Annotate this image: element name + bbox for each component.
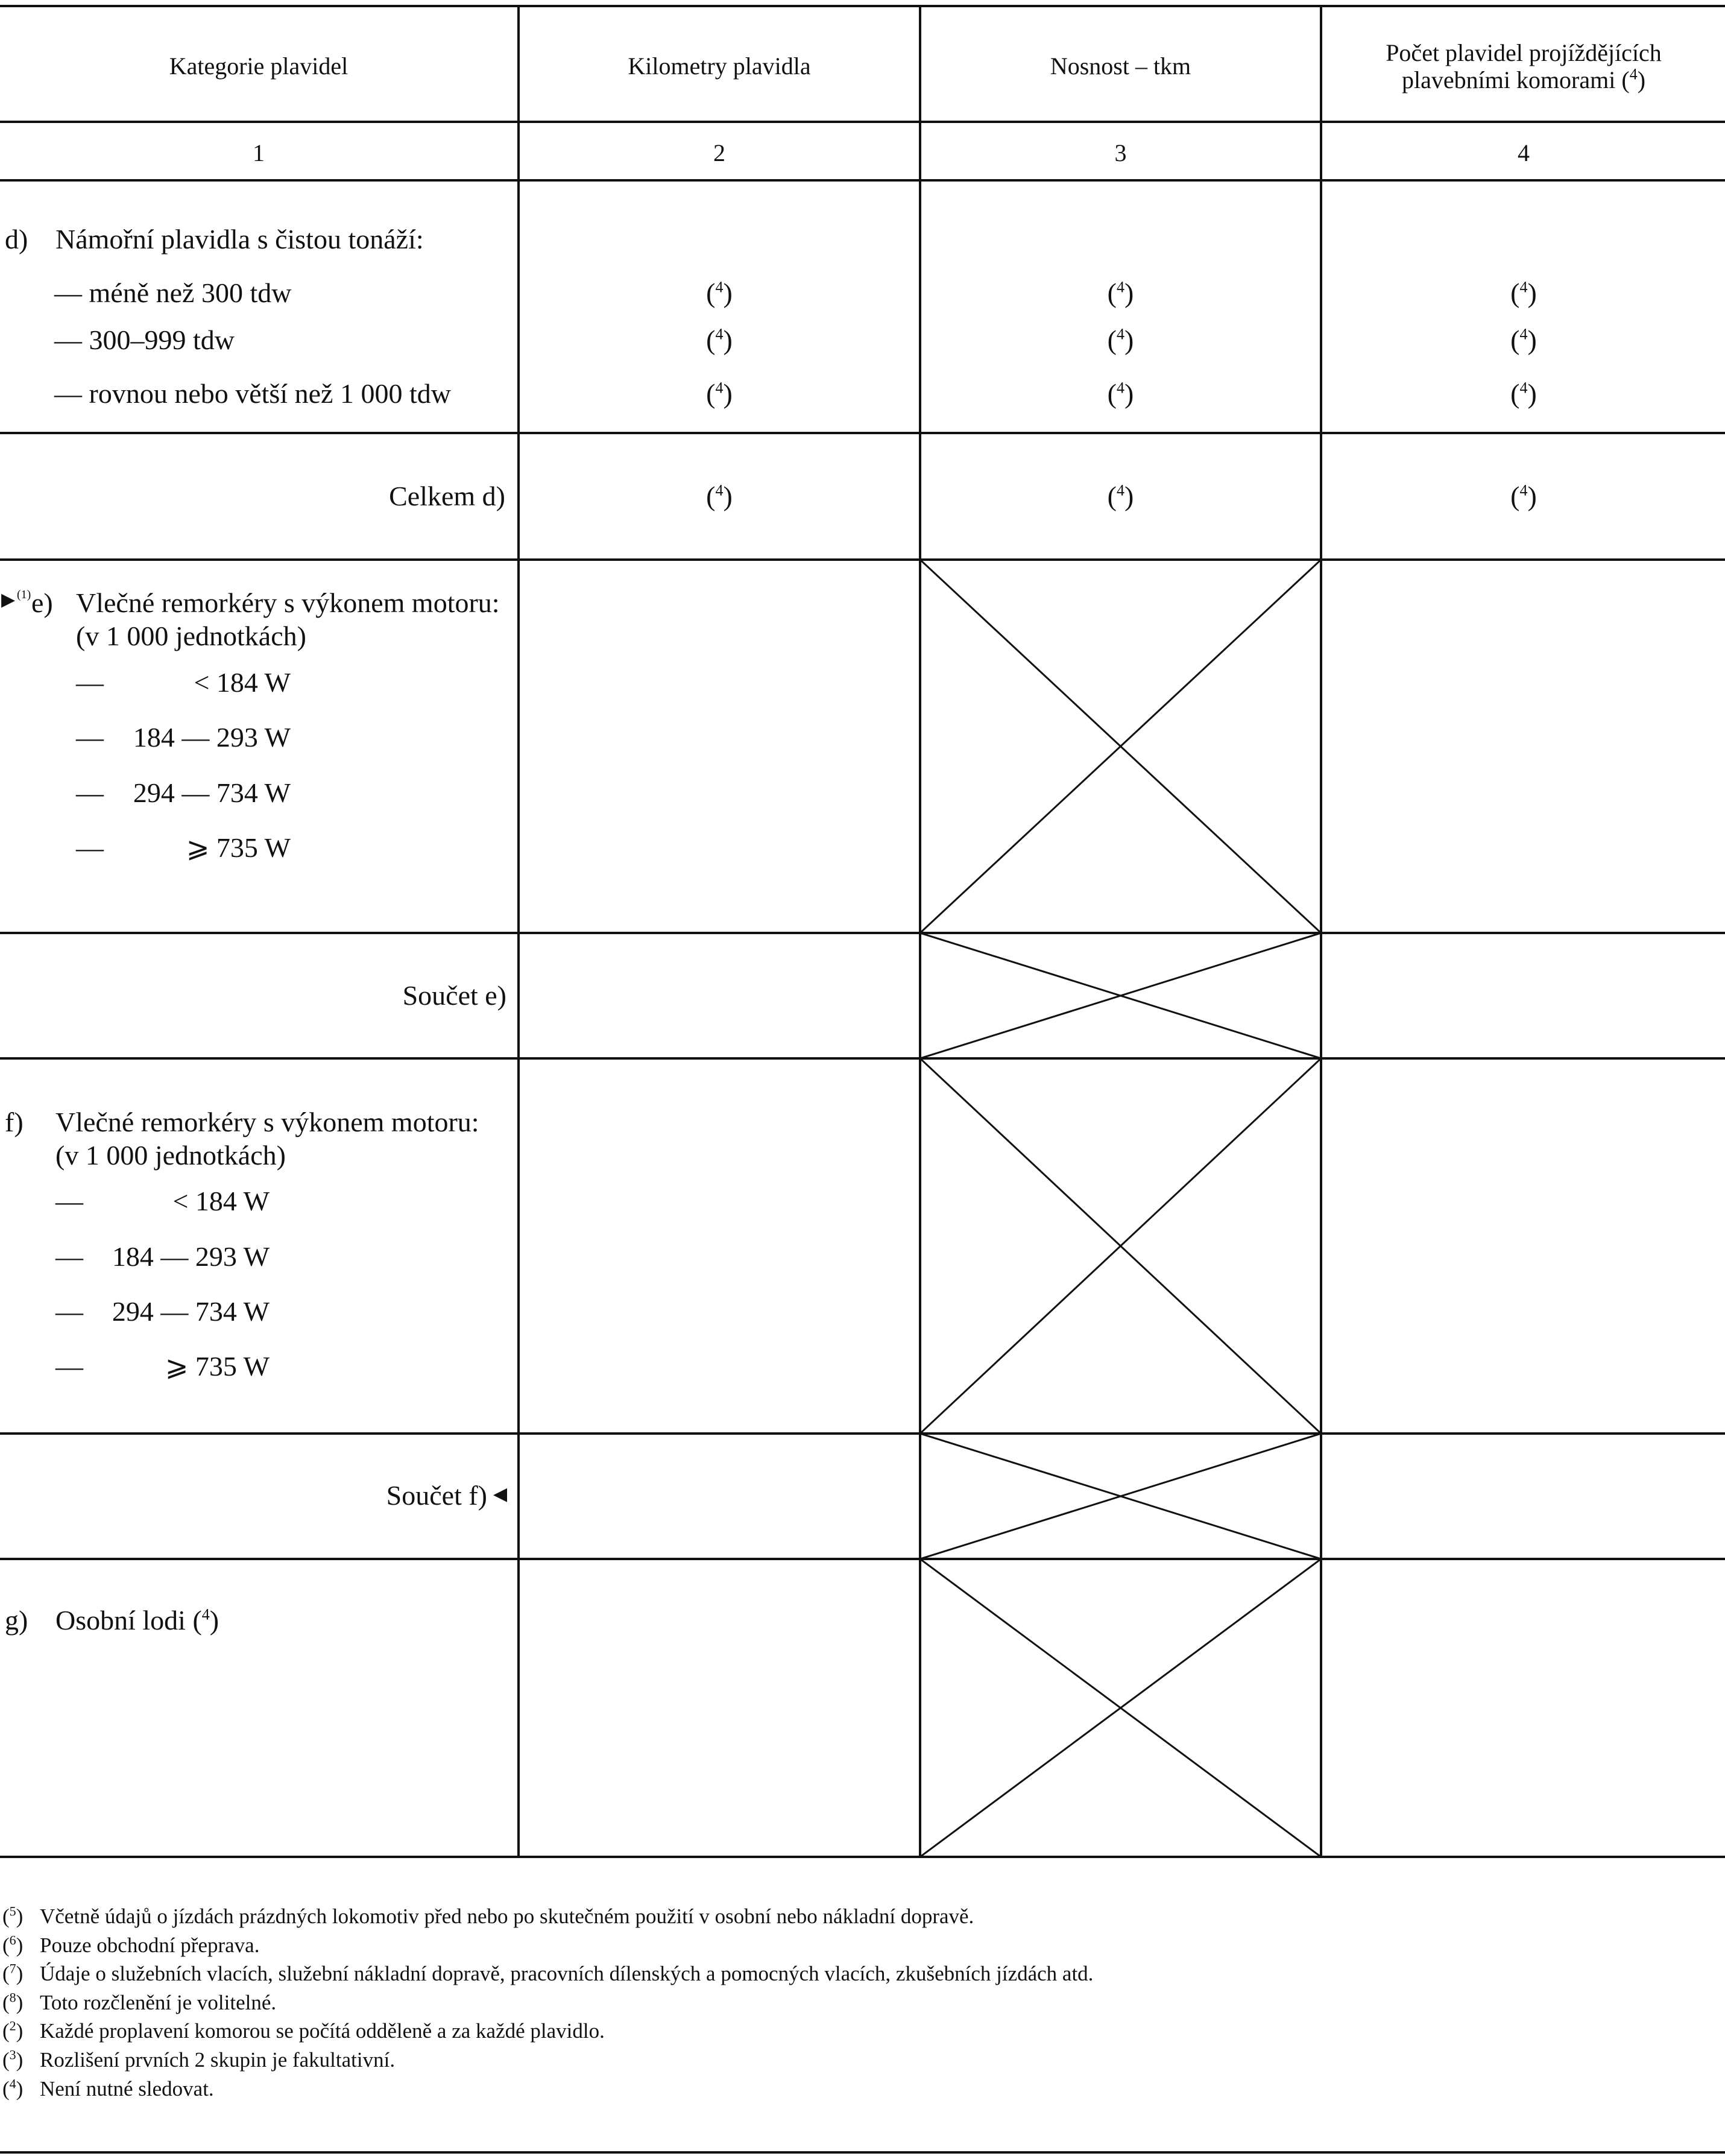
section-g-title: Osobní lodi ($^4$) [55, 1605, 219, 1636]
footnote: ($^2$) Každé proplavení komorou se počítá odděleně a za každé plavidlo. [2, 2018, 605, 2043]
not-required-note: ($^4$) [706, 481, 733, 511]
section-e-subtitle: (v 1 000 jednotkách) [76, 621, 306, 651]
header-col1: Kategorie plavidel [169, 52, 348, 80]
column-number: 2 [713, 139, 725, 166]
total-e-rule [0, 1057, 1725, 1060]
crossed-cell [920, 1058, 1321, 1434]
power-range: < 184 W [172, 1186, 270, 1216]
footnote: ($^5$) Včetně údajů o jízdách prázdných lokomotiv před nebo po skutečném použití v osobní nebo nákladní dopravě. [2, 1903, 974, 1928]
dash: — [76, 832, 104, 863]
section-f-rule [0, 1432, 1725, 1435]
not-required-note: ($^4$) [706, 277, 733, 308]
header-col3: Nosnost – tkm [1050, 52, 1191, 80]
section-f-title: Vlečné remorkéry s výkonem motoru: [55, 1107, 479, 1137]
section-d-row: — rovnou nebo větší než 1 000 tdw [54, 378, 451, 409]
footnote: ($^8$) Toto rozčlenění je volitelné. [2, 1990, 277, 2014]
dash: — [55, 1186, 83, 1216]
crossed-cell [920, 560, 1321, 933]
power-range: ⩾ 735 W [165, 1351, 270, 1382]
footnote: ($^7$) Údaje o služebních vlacích, služební nákladní dopravě, pracovních dílenských a pomocných vlacích, zkušebních jízdách atd. [2, 1961, 1094, 1985]
dash: — [55, 1296, 83, 1327]
not-required-note: ($^4$) [1510, 481, 1537, 511]
total-f-rule [0, 1558, 1725, 1560]
header-col4-line2: plavebními komorami ($^4$) [1401, 65, 1646, 93]
footnote: ($^3$) Rozlišení prvních 2 skupin je fakultativní. [2, 2047, 396, 2072]
power-range: 184 — 293 W [112, 1241, 270, 1272]
section-e-letter: e) [31, 587, 53, 618]
not-required-note: ($^4$) [1107, 378, 1134, 409]
section-d-row: — 300–999 tdw [54, 324, 235, 355]
dash: — [76, 722, 104, 753]
total-f-label: Součet f) [386, 1480, 487, 1511]
section-e-title: Vlečné remorkéry s výkonem motoru: [76, 587, 500, 618]
power-range: 184 — 293 W [133, 722, 291, 753]
section-d-title: Námořní plavidla s čistou tonáží: [55, 224, 424, 254]
header-rule [0, 121, 1725, 123]
footnote: ($^4$) Není nutné sledovat. [2, 2076, 214, 2101]
column-numbers-rule [0, 179, 1725, 182]
dash: — [55, 1351, 83, 1382]
total-e-label: Součet e) [402, 980, 506, 1011]
dash: — [76, 667, 104, 698]
section-d-rule [0, 432, 1725, 434]
dash: — [55, 1241, 83, 1272]
table-bottom-rule [0, 1856, 1725, 1858]
section-f-letter: f) [5, 1107, 24, 1137]
section-d-row: — méně než 300 tdw [54, 277, 292, 308]
not-required-note: ($^4$) [1510, 324, 1537, 355]
total-d-label: Celkem d) [389, 481, 505, 511]
crossed-cell [920, 1434, 1321, 1559]
amendment-end-marker: ◀ [493, 1484, 508, 1504]
section-e-rule [0, 932, 1725, 934]
not-required-note: ($^4$) [1107, 481, 1134, 511]
column-number: 3 [1114, 139, 1127, 166]
footnote: ($^6$) Pouze obchodní přeprava. [2, 1932, 260, 1957]
column-number: 4 [1518, 139, 1530, 166]
not-required-note: ($^4$) [706, 378, 733, 409]
not-required-note: ($^4$) [1107, 277, 1134, 308]
crossed-cell [920, 933, 1321, 1058]
amendment-ref: (1) [17, 588, 31, 601]
power-range: 294 — 734 W [112, 1296, 270, 1327]
column-number: 1 [253, 139, 265, 166]
page-bottom-rule [0, 2151, 1725, 2154]
section-d-letter: d) [5, 224, 28, 254]
dash: — [76, 777, 104, 808]
power-range: 294 — 734 W [133, 777, 291, 808]
header-col4-line1: Počet plavidel projíždějících [1386, 39, 1662, 66]
amendment-start-marker: ▶ [1, 590, 16, 610]
table-top-rule [0, 5, 1725, 7]
not-required-note: ($^4$) [706, 324, 733, 355]
header-col2: Kilometry plavidla [628, 52, 811, 80]
not-required-note: ($^4$) [1510, 277, 1537, 308]
power-range: < 184 W [194, 667, 291, 698]
power-range: ⩾ 735 W [186, 832, 291, 863]
section-g-letter: g) [5, 1605, 28, 1636]
section-f-subtitle: (v 1 000 jednotkách) [55, 1140, 286, 1171]
crossed-cell [920, 1559, 1321, 1857]
total-d-rule [0, 558, 1725, 561]
not-required-note: ($^4$) [1510, 378, 1537, 409]
not-required-note: ($^4$) [1107, 324, 1134, 355]
